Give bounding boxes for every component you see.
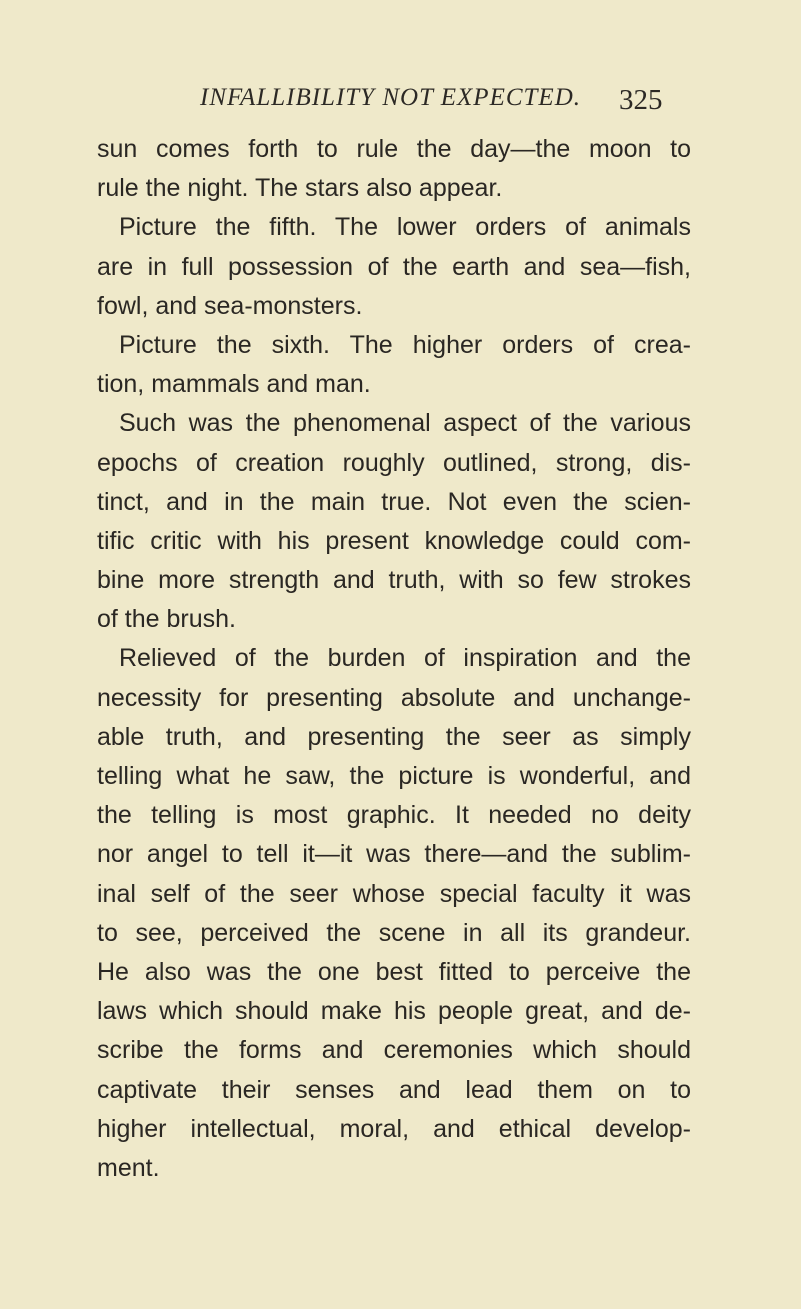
text-line: tion, mammals and man. <box>97 370 371 399</box>
text-line: necessity for presenting absolute and unchange- <box>97 683 691 712</box>
text-line: nor angel to tell it—it was there—and the sublim- <box>97 840 691 869</box>
text-line: laws which should make his people great, and de- <box>97 997 691 1026</box>
text-line: Relieved of the burden of inspiration and the <box>119 644 691 673</box>
text-line: able truth, and presenting the seer as simply <box>97 722 691 751</box>
body-text <box>97 130 691 1188</box>
text-line: tific critic with his present knowledge could com- <box>97 526 691 555</box>
text-line: sun comes forth to rule the day—the moon to <box>97 135 691 163</box>
text-line: tinct, and in the main true. Not even the scien- <box>97 487 691 516</box>
text-line: Such was the phenomenal aspect of the various <box>119 409 691 438</box>
text-line: the telling is most graphic. It needed no deity <box>97 801 691 830</box>
running-head: INFALLIBILITY NOT EXPECTED. <box>200 84 582 111</box>
text-line: captivate their senses and lead them on to <box>97 1075 691 1104</box>
text-line: epochs of creation roughly outlined, strong, dis- <box>97 448 691 477</box>
text-line: Picture the fifth. The lower orders of animals <box>119 213 691 242</box>
text-line: He also was the one best fitted to perceive the <box>97 957 691 986</box>
text-line: ment. <box>97 1153 160 1182</box>
text-line: fowl, and sea-monsters. <box>97 291 363 320</box>
text-line: bine more strength and truth, with so few strokes <box>97 566 691 595</box>
page-number: 325 <box>619 84 663 116</box>
text-line: to see, perceived the scene in all its grandeur. <box>97 918 691 947</box>
text-line: rule the night. The stars also appear. <box>97 174 503 203</box>
text-line: telling what he saw, the picture is wonderful, and <box>97 762 691 790</box>
text-line: inal self of the seer whose special faculty it was <box>97 879 691 908</box>
text-line: are in full possession of the earth and sea—fish, <box>97 252 691 281</box>
text-line: Picture the sixth. The higher orders of crea- <box>119 330 691 359</box>
text-line: scribe the forms and ceremonies which should <box>97 1036 691 1065</box>
text-line: of the brush. <box>97 605 236 634</box>
text-line: higher intellectual, moral, and ethical develop- <box>97 1114 691 1143</box>
